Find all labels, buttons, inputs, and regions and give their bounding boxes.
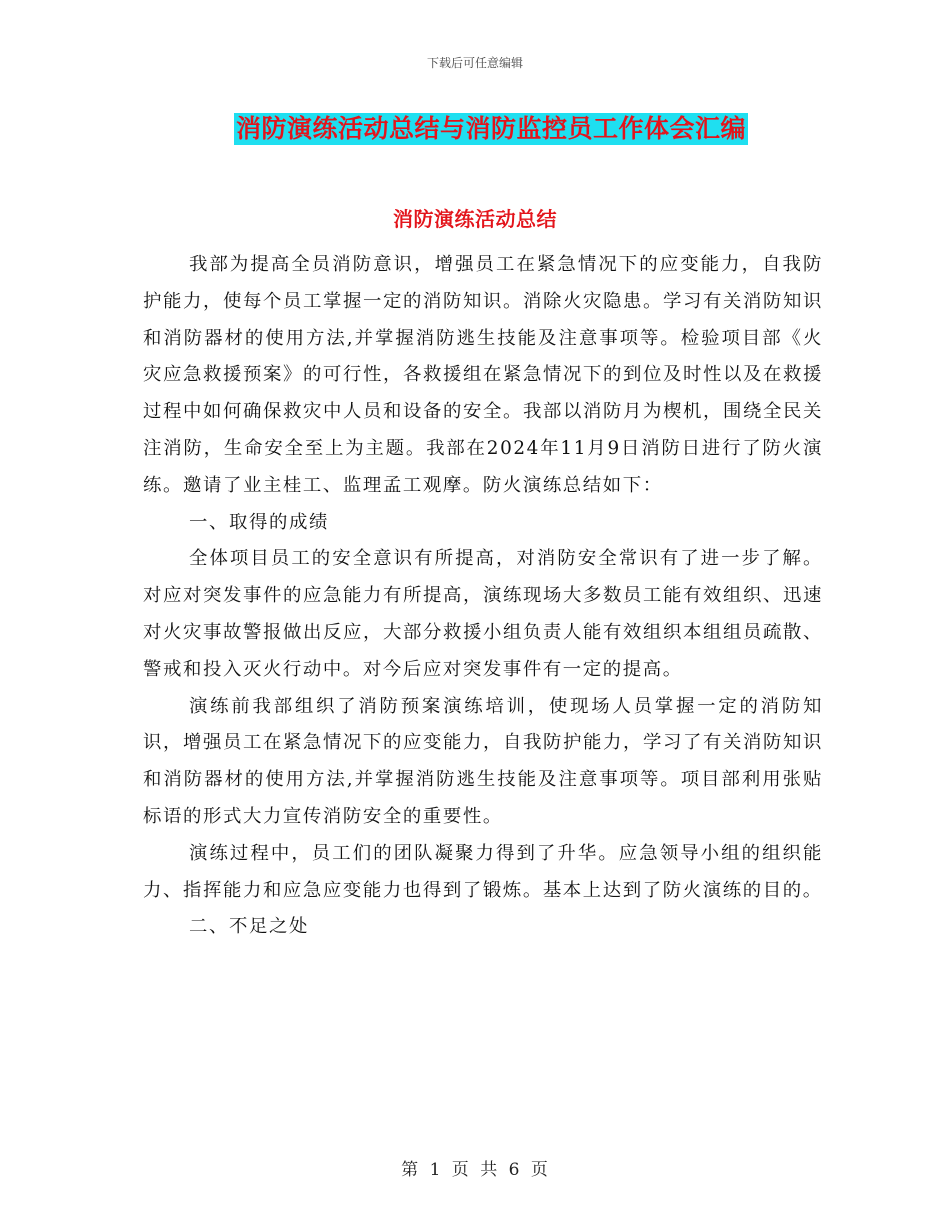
document-title: 消防演练活动总结与消防监控员工作体会汇编: [236, 114, 747, 143]
paragraph-teamwork: 演练过程中，员工们的团队凝聚力得到了升华。应急领导小组的组织能力、指挥能力和应急应变能力也得到了锻炼。基本上达到了防火演练的目的。: [143, 842, 823, 901]
header-note: 下载后可任意编辑: [426, 56, 523, 70]
page-footer: 第 1 页 共 6 页: [401, 1160, 549, 1180]
paragraph-training: 演练前我部组织了消防预案演练培训，使现场人员掌握一定的消防知识，增强员工在紧急情况下的应变能力，自我防护能力，学习了有关消防知识和消防器材的使用方法,并掌握消防逃生技能及注意事项等。项目部利用张贴标语的形式大力宣传消防安全的重要性。: [143, 695, 823, 827]
section-title: 消防演练活动总结: [393, 207, 557, 231]
subheading-achievements: 一、取得的成绩: [189, 511, 329, 533]
subheading-shortcomings: 二、不足之处: [189, 916, 309, 938]
paragraph-achievements: 全体项目员工的安全意识有所提高，对消防安全常识有了进一步了解。对应对突发事件的应急能力有所提高，演练现场大多数员工能有效组织、迅速对火灾事故警报做出反应，大部分救援小组负责人能有效组织本组组员疏散、警戒和投入灭火行动中。对今后应对突发事件有一定的提高。: [143, 548, 823, 680]
document-body: [143, 247, 823, 946]
paragraph-intro: 我部为提高全员消防意识，增强员工在紧急情况下的应变能力，自我防护能力，使每个员工掌握一定的消防知识。消除火灾隐患。学习有关消防知识和消防器材的使用方法,并掌握消防逃生技能及注意事项等。检验项目部《火灾应急救援预案》的可行性，各救援组在紧急情况下的到位及时性以及在救援过程中如何确保救灾中人员和设备的安全。我部以消防月为楔机，围绕全民关注消防，生命安全至上为主题。我部在2024年11月9日消防日进行了防火演练。邀请了业主桂工、监理孟工观摩。防火演练总结如下：: [143, 254, 823, 496]
